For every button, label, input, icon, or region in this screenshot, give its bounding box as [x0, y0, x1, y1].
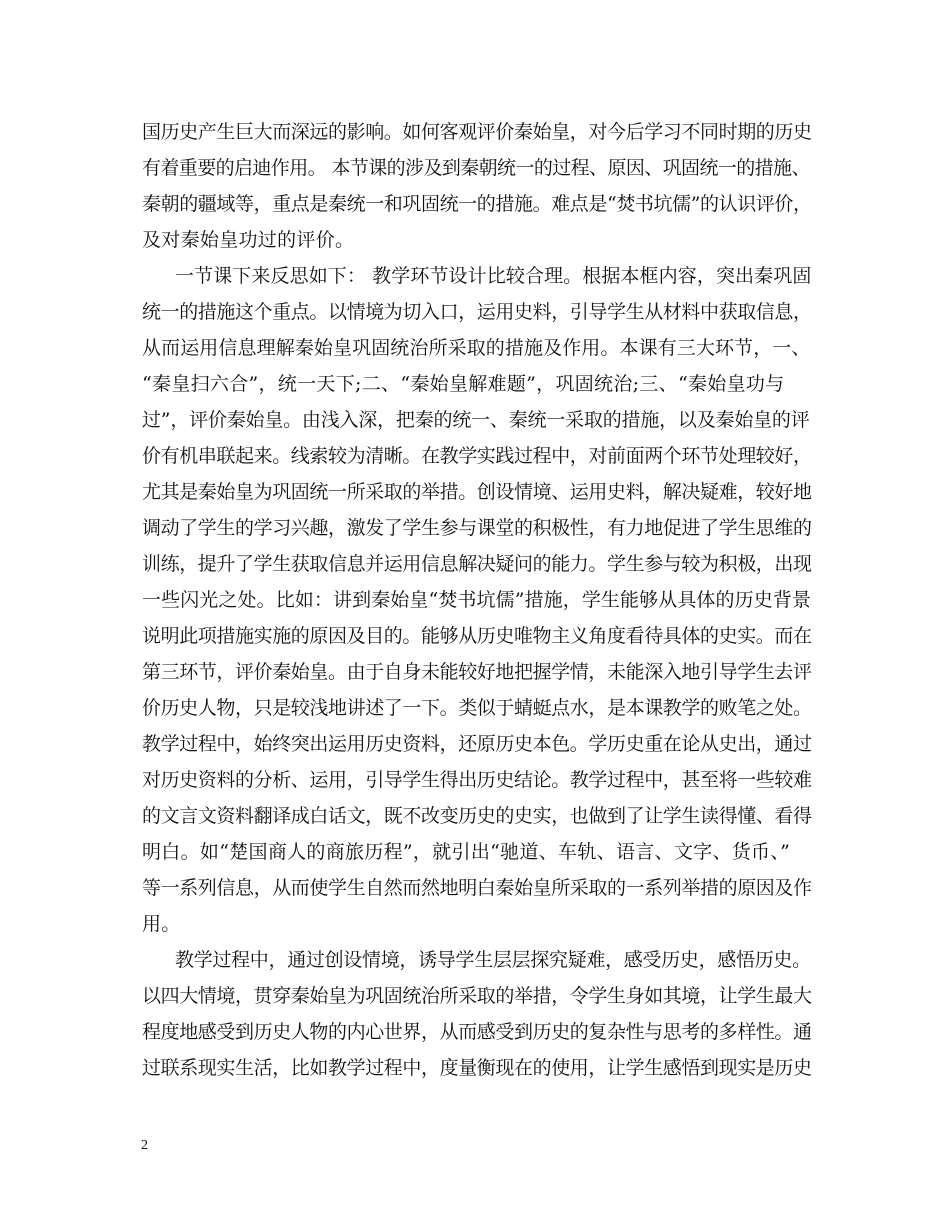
text-line: 等一系列信息，从而使学生自然而然地明白秦始皇所采取的一系列举措的原因及作 [142, 877, 812, 899]
text-line: “秦皇扫六合”，统一天下;二、“秦始皇解难题”，巩固统治;三、“秦始皇功与 [142, 373, 785, 395]
text-line: 尤其是秦始皇为巩固统一所采取的举措。创设情境、运用史料，解决疑难，较好地 [142, 481, 812, 503]
page-number: 2 [141, 1138, 148, 1153]
text-line: 及对秦始皇功过的评价。 [142, 229, 355, 251]
text-line: 用。 [142, 913, 181, 935]
text-line: 教学过程中，始终突出运用历史资料，还原历史本色。学历史重在论从史出，通过 [142, 733, 812, 755]
text-line: 秦朝的疆域等，重点是秦统一和巩固统一的措施。难点是“焚书坑儒”的认识评价， [142, 193, 812, 215]
text-line: 说明此项措施实施的原因及目的。能够从历史唯物主义角度看待具体的史实。而在 [142, 625, 812, 647]
text-line: 以四大情境，贯穿秦始皇为巩固统治所采取的举措，令学生身如其境，让学生最大 [142, 985, 812, 1007]
text-line: 一节课下来反思如下： 教学环节设计比较合理。根据本框内容，突出秦巩固 [175, 265, 812, 287]
text-line: 调动了学生的学习兴趣，激发了学生参与课堂的积极性，有力地促进了学生思维的 [142, 517, 812, 539]
text-line: 价有机串联起来。线索较为清晰。在教学实践过程中，对前面两个环节处理较好， [142, 445, 812, 467]
text-line: 从而运用信息理解秦始皇巩固统治所采取的措施及作用。本课有三大环节，一、 [142, 337, 811, 359]
text-line: 对历史资料的分析、运用，引导学生得出历史结论。教学过程中，甚至将一些较难 [142, 769, 812, 791]
text-line: 第三环节，评价秦始皇。由于自身未能较好地把握学情，未能深入地引导学生去评 [142, 661, 812, 683]
text-line: 价历史人物，只是较浅地讲述了一下。类似于蜻蜓点水，是本课教学的败笔之处。 [142, 697, 812, 719]
text-line: 有着重要的启迪作用。 本节课的涉及到秦朝统一的过程、原因、巩固统一的措施、 [142, 157, 810, 179]
text-line: 程度地感受到历史人物的内心世界，从而感受到历史的复杂性与思考的多样性。通 [142, 1021, 812, 1043]
text-line: 明白。如“楚国商人的商旅历程”，就引出“驰道、车轨、语言、文字、货币、” [142, 841, 791, 863]
text-line: 统一的措施这个重点。以情境为切入口，运用史料，引导学生从材料中获取信息， [142, 301, 812, 323]
text-line: 训练，提升了学生获取信息并运用信息解决疑问的能力。学生参与较为积极，出现 [142, 553, 812, 575]
text-line: 教学过程中，通过创设情境，诱导学生层层探究疑难，感受历史，感悟历史。 [175, 949, 811, 971]
text-line: 一些闪光之处。比如：讲到秦始皇“焚书坑儒”措施，学生能够从具体的历史背景 [142, 589, 812, 611]
text-line: 的文言文资料翻译成白话文，既不改变历史的史实，也做到了让学生读得懂、看得 [142, 805, 812, 827]
text-line: 国历史产生巨大而深远的影响。如何客观评价秦始皇，对今后学习不同时期的历史 [142, 121, 812, 143]
text-line: 过”，评价秦始皇。由浅入深，把秦的统一、秦统一采取的措施，以及秦始皇的评 [142, 409, 810, 431]
text-line: 过联系现实生活，比如教学过程中，度量衡现在的使用，让学生感悟到现实是历史 [142, 1057, 812, 1079]
